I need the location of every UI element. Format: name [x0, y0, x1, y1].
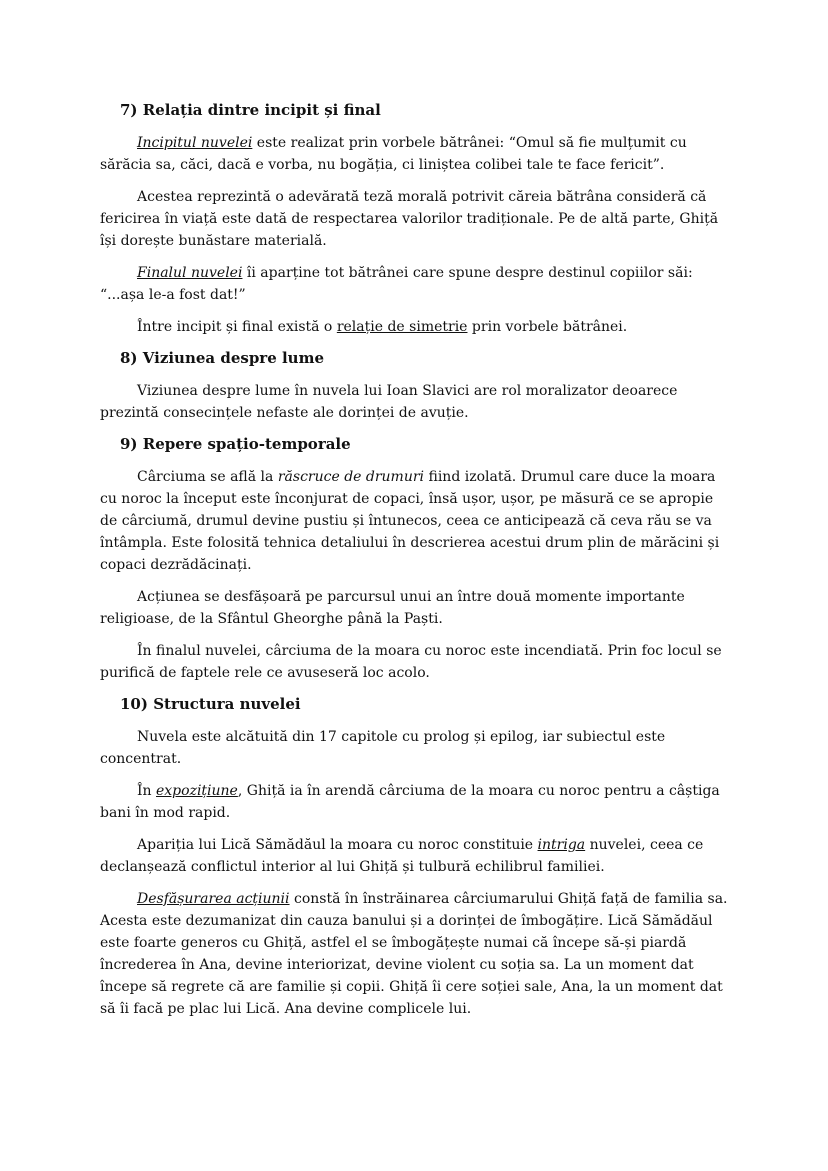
section-7-paragraph-1: Incipitul nuvelei este realizat prin vorbele bătrânei: “Omul să fie mulțumit cu sărăcia sa, căci, dacă e vorba, nu bogăția, ci liniștea colibei tale te face fericit”. [100, 135, 687, 173]
section-8-paragraph-1: Viziunea despre lume în nuvela lui Ioan Slavici are rol moralizator deoarece prezintă consecințele nefaste ale dorinței de avuție. [100, 383, 678, 421]
underlined-term: intriga [537, 837, 586, 853]
section-10-paragraph-4: Desfășurarea acțiunii constă în înstrăinarea cârciumarului Ghiță față de familia sa. Acesta este dezumanizat din cauza banului și a dorinței de îmbogățire. Lică Sămădăul este foarte generos cu Ghiță, astfel el se îmbogățește numai că începe să-și piardă încrederea în Ana, devine interiorizat, devine violent cu soția sa. La un moment dat începe să regrete că are familie și copii. Ghiță îi cere soției sale, Ana, la un moment dat să îi facă pe plac lui Lică. Ana devine complicele lui. [100, 891, 728, 1017]
section-9-paragraph-3: În finalul nuvelei, cârciuma de la moara cu noroc este incendiată. Prin foc locul se purifică de faptele rele ce avuseseră loc acolo. [100, 643, 722, 681]
underlined-term: Finalul nuvelei [137, 265, 243, 281]
section-7-paragraph-2: Acestea reprezintă o adevărată teză morală potrivit căreia bătrâna consideră că fericirea în viață este dată de respectarea valorilor tradiționale. Pe de altă parte, Ghiță își dorește bunăstare materială. [100, 189, 719, 249]
section-9-paragraph-1: Cârciuma se află la răscruce de drumuri fiind izolată. Drumul care duce la moara cu noroc la început este înconjurat de copaci, însă ușor, ușor, pe măsură ce se apropie de cârciumă, drumul devine pustiu și întunecos, ceea ce anticipează că ceva rău se va întâmpla. Este folosită tehnica detaliului în descrierea acestui drum plin de mărăcini și copaci dezrădăcinați. [100, 469, 720, 573]
section-8-heading: 8) Viziunea despre lume [120, 349, 324, 367]
section-7-paragraph-4: Între incipit și final există o relație de simetrie prin vorbele bătrânei. [137, 319, 628, 335]
underlined-term: Desfășurarea acțiunii [137, 891, 290, 907]
section-10-heading: 10) Structura nuvelei [120, 695, 301, 713]
underlined-term: relație de simetrie [336, 319, 468, 335]
italic-term: răscruce de drumuri [277, 469, 425, 485]
section-10-paragraph-3: Apariția lui Lică Sămădăul la moara cu noroc constituie intriga nuvelei, ceea ce declanșează conflictul interior al lui Ghiță și tulbură echilibrul familiei. [100, 837, 704, 875]
document-body [100, 100, 730, 1030]
section-9-paragraph-2: Acțiunea se desfășoară pe parcursul unui an între două momente importante religioase, de la Sfântul Gheorghe până la Paști. [100, 589, 685, 627]
underlined-term: Incipitul nuvelei [137, 135, 253, 151]
section-10-paragraph-1: Nuvela este alcătuită din 17 capitole cu prolog și epilog, iar subiectul este concentrat. [100, 729, 666, 767]
section-9-heading: 9) Repere spațio-temporale [120, 435, 351, 453]
section-7-heading: 7) Relația dintre incipit și final [120, 101, 381, 119]
section-7-paragraph-3: Finalul nuvelei îi aparține tot bătrânei care spune despre destinul copiilor săi: “...așa le-a fost dat!” [100, 265, 693, 303]
section-10-paragraph-2: În expozițiune, Ghiță ia în arendă cârciuma de la moara cu noroc pentru a câștiga bani în mod rapid. [100, 783, 720, 821]
underlined-term: expozițiune [156, 783, 238, 799]
